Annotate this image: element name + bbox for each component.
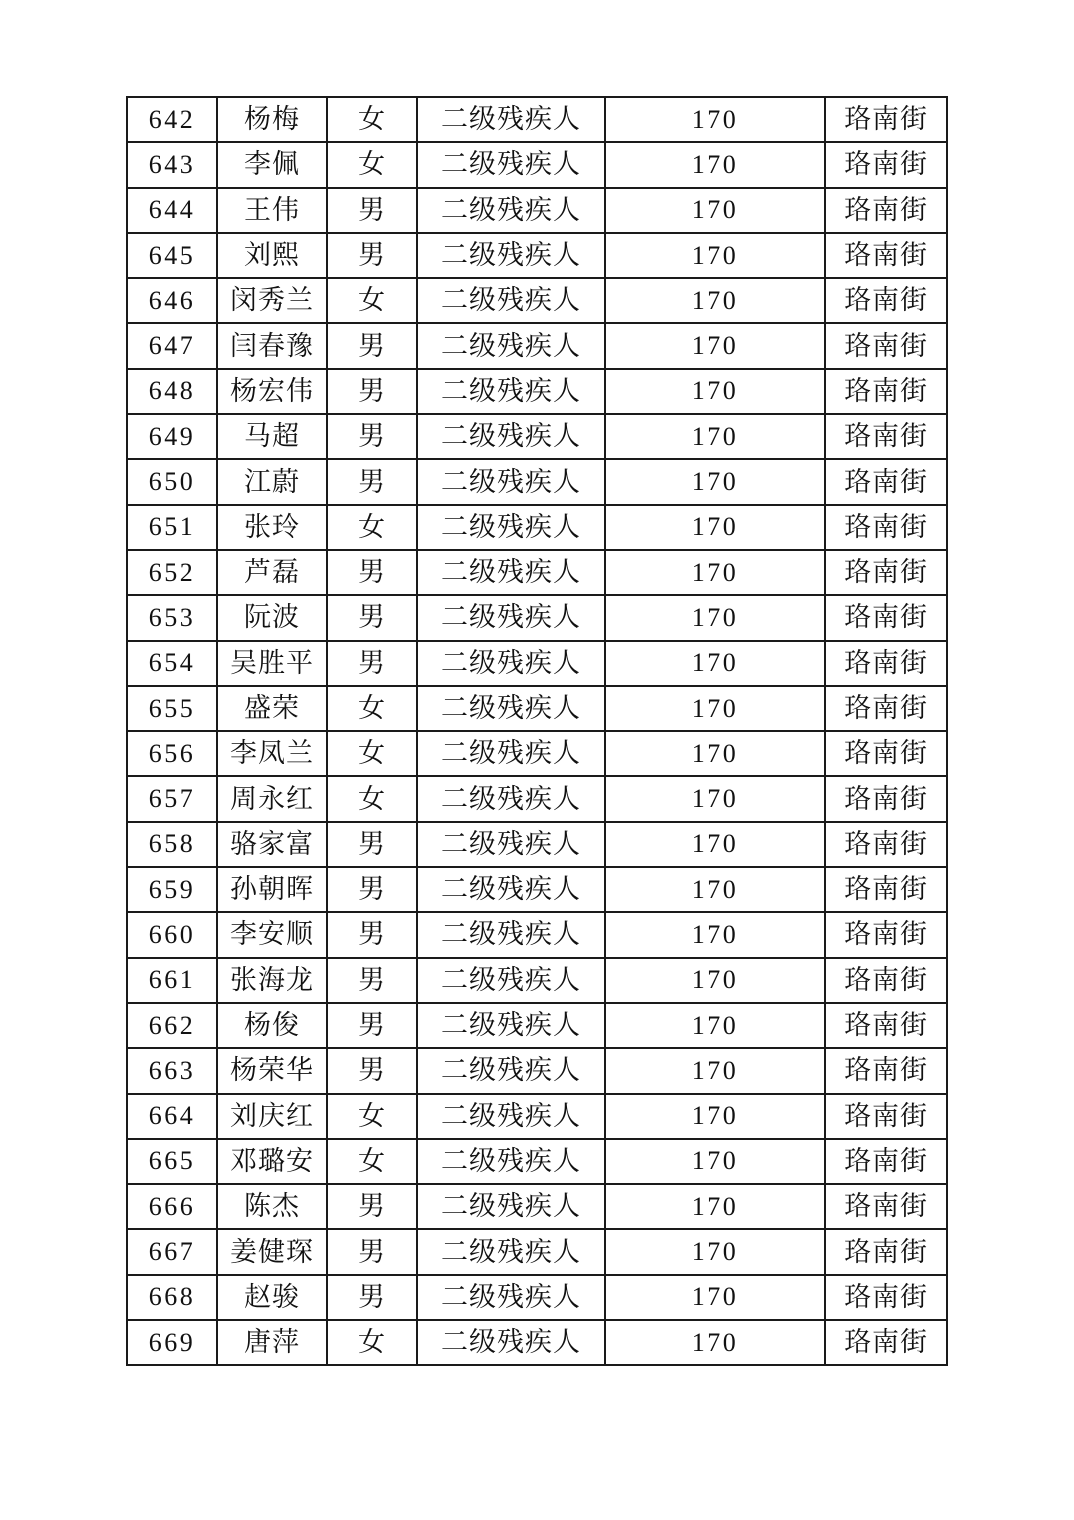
cell-street: 珞南街 [825,550,947,595]
cell-gender: 女 [327,731,417,776]
cell-name: 骆家富 [217,822,327,867]
cell-street: 珞南街 [825,595,947,640]
cell-name: 盛荣 [217,686,327,731]
cell-disability-level: 二级残疾人 [417,641,605,686]
cell-gender: 男 [327,550,417,595]
table-row [127,414,947,459]
cell-name: 邓璐安 [217,1139,327,1184]
cell-gender: 男 [327,958,417,1003]
table-row [127,142,947,187]
cell-amount: 170 [605,233,825,278]
cell-gender: 女 [327,1320,417,1365]
table-row [127,278,947,323]
cell-disability-level: 二级残疾人 [417,1229,605,1274]
table-row [127,369,947,414]
cell-street: 珞南街 [825,278,947,323]
cell-disability-level: 二级残疾人 [417,1184,605,1229]
cell-gender: 男 [327,912,417,957]
cell-name: 陈杰 [217,1184,327,1229]
cell-name: 李安顺 [217,912,327,957]
cell-amount: 170 [605,1320,825,1365]
cell-amount: 170 [605,958,825,1003]
cell-gender: 女 [327,686,417,731]
table-row [127,912,947,957]
cell-name: 李凤兰 [217,731,327,776]
cell-street: 珞南街 [825,1184,947,1229]
cell-name: 张玲 [217,505,327,550]
table-body [127,97,947,1365]
cell-name: 江蔚 [217,459,327,504]
cell-street: 珞南街 [825,1003,947,1048]
cell-name: 杨宏伟 [217,369,327,414]
cell-gender: 男 [327,233,417,278]
cell-street: 珞南街 [825,731,947,776]
cell-gender: 女 [327,278,417,323]
cell-amount: 170 [605,1275,825,1320]
cell-serial-number: 642 [127,97,217,142]
cell-gender: 男 [327,1003,417,1048]
cell-street: 珞南街 [825,1275,947,1320]
document-page [126,96,946,1366]
cell-serial-number: 669 [127,1320,217,1365]
table-row [127,958,947,1003]
cell-disability-level: 二级残疾人 [417,958,605,1003]
cell-amount: 170 [605,414,825,459]
cell-disability-level: 二级残疾人 [417,595,605,640]
cell-amount: 170 [605,776,825,821]
cell-gender: 男 [327,459,417,504]
table-row [127,641,947,686]
cell-gender: 女 [327,142,417,187]
table-row [127,1003,947,1048]
cell-disability-level: 二级残疾人 [417,822,605,867]
cell-name: 马超 [217,414,327,459]
cell-gender: 男 [327,1048,417,1093]
cell-amount: 170 [605,731,825,776]
table-row [127,550,947,595]
table-row [127,1320,947,1365]
cell-street: 珞南街 [825,867,947,912]
cell-disability-level: 二级残疾人 [417,369,605,414]
cell-disability-level: 二级残疾人 [417,233,605,278]
cell-street: 珞南街 [825,1094,947,1139]
cell-disability-level: 二级残疾人 [417,1275,605,1320]
cell-disability-level: 二级残疾人 [417,142,605,187]
table-row [127,731,947,776]
cell-serial-number: 664 [127,1094,217,1139]
cell-street: 珞南街 [825,188,947,233]
cell-street: 珞南街 [825,142,947,187]
cell-disability-level: 二级残疾人 [417,776,605,821]
cell-street: 珞南街 [825,97,947,142]
cell-serial-number: 650 [127,459,217,504]
cell-disability-level: 二级残疾人 [417,97,605,142]
cell-name: 赵骏 [217,1275,327,1320]
cell-gender: 男 [327,595,417,640]
cell-amount: 170 [605,505,825,550]
cell-serial-number: 662 [127,1003,217,1048]
cell-serial-number: 660 [127,912,217,957]
cell-amount: 170 [605,278,825,323]
cell-street: 珞南街 [825,369,947,414]
cell-disability-level: 二级残疾人 [417,867,605,912]
cell-amount: 170 [605,1139,825,1184]
cell-name: 闵秀兰 [217,278,327,323]
cell-serial-number: 661 [127,958,217,1003]
table-row [127,1275,947,1320]
cell-disability-level: 二级残疾人 [417,550,605,595]
cell-serial-number: 647 [127,323,217,368]
table-row [127,1048,947,1093]
cell-disability-level: 二级残疾人 [417,1094,605,1139]
cell-serial-number: 666 [127,1184,217,1229]
table-row [127,595,947,640]
cell-name: 姜健琛 [217,1229,327,1274]
cell-disability-level: 二级残疾人 [417,414,605,459]
cell-gender: 女 [327,1139,417,1184]
cell-street: 珞南街 [825,822,947,867]
cell-gender: 女 [327,505,417,550]
cell-disability-level: 二级残疾人 [417,323,605,368]
cell-gender: 男 [327,1229,417,1274]
cell-gender: 男 [327,867,417,912]
cell-street: 珞南街 [825,459,947,504]
cell-disability-level: 二级残疾人 [417,686,605,731]
cell-amount: 170 [605,1184,825,1229]
table-row [127,776,947,821]
cell-amount: 170 [605,550,825,595]
cell-serial-number: 643 [127,142,217,187]
table-row [127,1229,947,1274]
cell-serial-number: 654 [127,641,217,686]
cell-amount: 170 [605,323,825,368]
cell-serial-number: 655 [127,686,217,731]
cell-street: 珞南街 [825,912,947,957]
cell-serial-number: 668 [127,1275,217,1320]
table-row [127,97,947,142]
table-row [127,188,947,233]
cell-gender: 女 [327,1094,417,1139]
cell-serial-number: 663 [127,1048,217,1093]
cell-disability-level: 二级残疾人 [417,278,605,323]
cell-gender: 男 [327,822,417,867]
cell-name: 张海龙 [217,958,327,1003]
cell-amount: 170 [605,686,825,731]
cell-serial-number: 644 [127,188,217,233]
cell-street: 珞南街 [825,1229,947,1274]
cell-amount: 170 [605,1003,825,1048]
cell-street: 珞南街 [825,686,947,731]
cell-serial-number: 645 [127,233,217,278]
cell-gender: 男 [327,323,417,368]
cell-street: 珞南街 [825,1139,947,1184]
table-row [127,1094,947,1139]
table-row [127,505,947,550]
cell-name: 周永红 [217,776,327,821]
cell-amount: 170 [605,1094,825,1139]
cell-gender: 男 [327,641,417,686]
cell-street: 珞南街 [825,1320,947,1365]
cell-gender: 男 [327,188,417,233]
cell-name: 刘庆红 [217,1094,327,1139]
cell-street: 珞南街 [825,641,947,686]
table-row [127,323,947,368]
cell-serial-number: 657 [127,776,217,821]
cell-amount: 170 [605,912,825,957]
cell-name: 杨荣华 [217,1048,327,1093]
cell-street: 珞南街 [825,233,947,278]
cell-street: 珞南街 [825,958,947,1003]
cell-name: 吴胜平 [217,641,327,686]
cell-name: 芦磊 [217,550,327,595]
cell-amount: 170 [605,867,825,912]
cell-disability-level: 二级残疾人 [417,188,605,233]
cell-serial-number: 656 [127,731,217,776]
cell-serial-number: 667 [127,1229,217,1274]
cell-disability-level: 二级残疾人 [417,731,605,776]
cell-amount: 170 [605,369,825,414]
cell-street: 珞南街 [825,776,947,821]
cell-amount: 170 [605,1229,825,1274]
table-row [127,1184,947,1229]
table-row [127,233,947,278]
cell-serial-number: 651 [127,505,217,550]
cell-gender: 女 [327,97,417,142]
table-row [127,1139,947,1184]
cell-serial-number: 665 [127,1139,217,1184]
cell-gender: 男 [327,369,417,414]
cell-street: 珞南街 [825,323,947,368]
cell-disability-level: 二级残疾人 [417,912,605,957]
cell-name: 阮波 [217,595,327,640]
cell-name: 唐萍 [217,1320,327,1365]
table-row [127,867,947,912]
cell-amount: 170 [605,641,825,686]
cell-disability-level: 二级残疾人 [417,1139,605,1184]
cell-serial-number: 653 [127,595,217,640]
table-row [127,686,947,731]
cell-name: 王伟 [217,188,327,233]
cell-gender: 男 [327,1275,417,1320]
cell-amount: 170 [605,595,825,640]
cell-amount: 170 [605,142,825,187]
cell-street: 珞南街 [825,505,947,550]
cell-amount: 170 [605,188,825,233]
cell-amount: 170 [605,459,825,504]
cell-serial-number: 646 [127,278,217,323]
cell-amount: 170 [605,97,825,142]
cell-name: 杨俊 [217,1003,327,1048]
table-row [127,459,947,504]
cell-serial-number: 648 [127,369,217,414]
cell-gender: 男 [327,414,417,459]
cell-disability-level: 二级残疾人 [417,459,605,504]
cell-amount: 170 [605,1048,825,1093]
cell-street: 珞南街 [825,1048,947,1093]
cell-serial-number: 649 [127,414,217,459]
cell-disability-level: 二级残疾人 [417,1048,605,1093]
cell-amount: 170 [605,822,825,867]
table-row [127,822,947,867]
cell-name: 孙朝晖 [217,867,327,912]
cell-name: 杨梅 [217,97,327,142]
cell-disability-level: 二级残疾人 [417,1320,605,1365]
cell-gender: 男 [327,1184,417,1229]
cell-serial-number: 659 [127,867,217,912]
cell-disability-level: 二级残疾人 [417,505,605,550]
cell-gender: 女 [327,776,417,821]
cell-disability-level: 二级残疾人 [417,1003,605,1048]
cell-name: 闫春豫 [217,323,327,368]
subsidy-table [126,96,948,1366]
cell-name: 李佩 [217,142,327,187]
cell-street: 珞南街 [825,414,947,459]
cell-serial-number: 658 [127,822,217,867]
cell-name: 刘熙 [217,233,327,278]
cell-serial-number: 652 [127,550,217,595]
